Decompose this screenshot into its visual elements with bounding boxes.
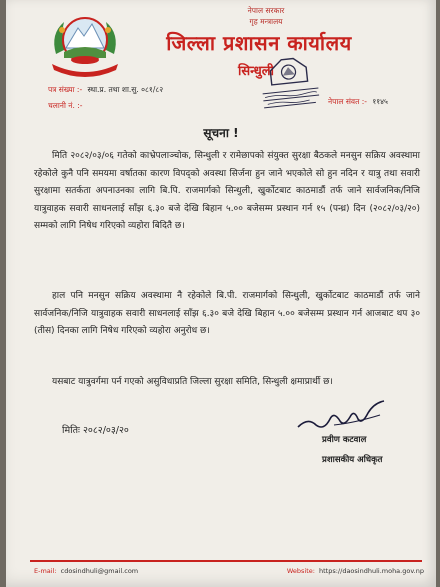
chalani-label: चलानी नं. :- bbox=[48, 101, 83, 110]
office-title: जिल्ला प्रशासन कार्यालय bbox=[166, 31, 352, 55]
signatory-name: प्रवीण कटवाल bbox=[322, 435, 367, 445]
notice-paragraph-3: यसबाट यात्रुवर्गमा पर्न गएको असुविधाप्रति जिल्ला सुरक्षा समिति, सिन्धुली क्षमाप्रार्थी छ। bbox=[52, 377, 333, 387]
notice-paragraph-2: हाल पनि मनसुन सक्रिय अवस्थामा नै रहेकोले बि.पी. राजमार्गको सिन्धुली, खुर्कोटबाट काठमाडौं तर्फ जाने सार्वजनिक/निजि यात्रुवाहक सवारी साधनलाई साँझ ६.३० बजे देखि बिहान ५.०० बजेसम्म प्रस्थान गर्न आजबाट थप ३० (तीस) दिनका लागि निषेध गरिएको व्यहोरा अनुरोध छ। bbox=[34, 291, 420, 336]
office-seal-stamp-icon bbox=[254, 57, 326, 115]
footer-divider bbox=[30, 560, 422, 562]
website-label: Website: bbox=[286, 567, 315, 575]
signatory-title: प्रशासकीय अधिकृत bbox=[322, 455, 383, 465]
signature-icon bbox=[294, 395, 394, 435]
government-name: नेपाल सरकार bbox=[247, 6, 285, 15]
nepal-government-emblem-icon bbox=[46, 8, 124, 78]
notice-date: मितिः २०८२/०३/२० bbox=[62, 425, 129, 436]
district-name: सिन्धुली bbox=[238, 64, 274, 79]
samvat-label: नेपाल संवत :- bbox=[328, 97, 367, 106]
website-link[interactable]: https://daosindhuli.moha.gov.np bbox=[319, 567, 424, 575]
email-link[interactable]: cdosindhuli@gmail.com bbox=[60, 567, 139, 575]
patra-label: पत्र संख्या :- bbox=[48, 85, 83, 94]
notice-letter bbox=[6, 0, 436, 587]
notice-title: सूचना ! bbox=[203, 126, 239, 140]
samvat-value: ११४५ bbox=[372, 97, 388, 106]
ministry-name: गृह मन्त्रालय bbox=[249, 17, 283, 26]
patra-sankhya bbox=[48, 85, 163, 95]
nepal-samvat bbox=[328, 97, 388, 107]
notice-paragraph-1: मिति २०८२/०३/०६ गतेको काभ्रेपलाञ्चोक, सिन्धुली र रामेछापको संयुक्त सुरक्षा बैठकले मनसुन सक्रिय अवस्थामा रहेकोले कुनै पनि समयमा वर्षातका कारण विपद्को अवस्था सिर्जना हुन जाने भएकोले सो हुन नदिन र यात्रु तथा सवारी सुरक्षामा सतर्कता अपनाउनका लागि बि.पि. राजमार्गको सिन्धुली, खुर्कोटबाट काठमाडौं तर्फ जाने सार्वजनिक/निजि यात्रुवाहक सवारी साधनलाई साँझ ६.३० बजे देखि बिहान ५.०० बजेसम्म प्रस्थान गर्न १५ (पन्ध्र) दिन (२०८२/०३/२०) सम्मको लागि निषेध गरिएको व्यहोरा बिदितै छ। bbox=[34, 151, 420, 231]
chalani-number bbox=[48, 101, 85, 111]
patra-value: स्था.प्र. तथा शा.सु. ०८१/८२ bbox=[87, 85, 164, 94]
footer-website bbox=[287, 567, 424, 575]
email-label: E-mail: bbox=[34, 567, 57, 575]
footer-email bbox=[34, 567, 138, 575]
